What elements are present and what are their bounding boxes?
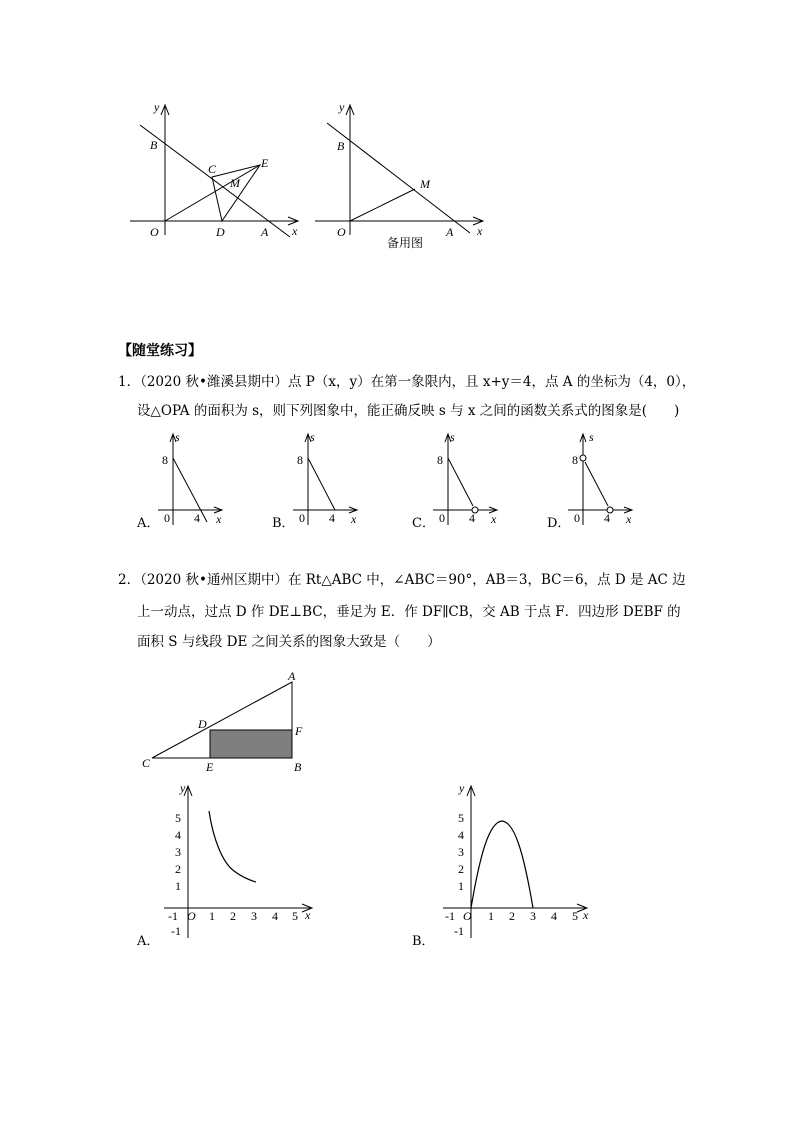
graph-label: 3 [175, 845, 181, 859]
q2-graph-b[interactable] [425, 780, 595, 940]
graph-label: s [450, 430, 455, 444]
graph-label: 0 [574, 511, 580, 525]
graph-label: x [351, 512, 357, 526]
graph-label: 4 [194, 511, 200, 525]
q2-graph-a[interactable] [150, 780, 320, 940]
graph-label: s [589, 430, 594, 444]
q1-option-b-label[interactable]: B． [272, 516, 295, 531]
fig-label: O [150, 225, 159, 239]
top-figure-right [315, 95, 515, 255]
graph-label: 1 [209, 909, 215, 923]
graph-label: 2 [458, 862, 464, 876]
fig-label: E [261, 156, 269, 170]
graph-label: 2 [509, 909, 515, 923]
q2-triangle-figure [135, 668, 335, 778]
graph-label: -1 [445, 909, 455, 923]
fig-label: A [261, 225, 269, 239]
graph-label: 8 [437, 453, 443, 467]
graph-label: 5 [458, 811, 464, 825]
fig-label: C [142, 756, 151, 770]
graph-label: O [187, 909, 196, 923]
q1-graph-d[interactable] [560, 430, 640, 530]
fig-label: x [292, 224, 298, 238]
q1-option-d-label[interactable]: D． [547, 516, 571, 531]
q2-text-line1: 2．（2020 秋•通州区期中）在 Rt△ABC 中，∠ABC＝90°，AB＝3，BC＝6，点 D 是 AC 边 [118, 572, 686, 588]
q2-text-line2: 上一动点，过点 D 作 DE⊥BC，垂足为 E．作 DF∥CB，交 AB 于点 F．四边形 DEBF 的 [137, 604, 681, 620]
graph-label: 8 [162, 453, 168, 467]
graph-label: 3 [530, 909, 536, 923]
fig-label: B [150, 138, 158, 152]
graph-label: x [216, 512, 222, 526]
fig-label: O [337, 225, 346, 239]
graph-label: x [491, 512, 497, 526]
graph-label: O [463, 909, 472, 923]
fig-label: M [420, 177, 430, 191]
graph-label: x [583, 908, 589, 922]
graph-label: 4 [175, 828, 181, 842]
fig-label: A [288, 669, 296, 683]
graph-label: 4 [604, 511, 610, 525]
graph-label: 5 [572, 909, 578, 923]
graph-label: 0 [299, 511, 305, 525]
graph-label: 4 [272, 909, 278, 923]
graph-label: 5 [292, 909, 298, 923]
q2-option-b-label[interactable]: B． [412, 934, 435, 949]
q1-option-a-label[interactable]: A． [137, 516, 160, 531]
fig-label: E [206, 760, 214, 774]
graph-label: 4 [469, 511, 475, 525]
fig-label: y [154, 100, 160, 114]
graph-label: 8 [297, 453, 303, 467]
fig-label: M [230, 176, 240, 190]
fig-label: F [295, 724, 303, 738]
q2-option-a-label[interactable]: A． [137, 934, 160, 949]
graph-label: 4 [551, 909, 557, 923]
q1-text-line2: 设△OPA 的面积为 s，则下列图象中，能正确反映 s 与 x 之间的函数关系式的图象是( ) [137, 403, 680, 419]
fig-label: x [477, 224, 483, 238]
q2-text-line3: 面积 S 与线段 DE 之间关系的图象大致是（ ） [137, 634, 441, 650]
graph-label: 4 [329, 511, 335, 525]
graph-label: -1 [168, 909, 178, 923]
graph-label: 0 [439, 511, 445, 525]
graph-label: 0 [164, 511, 170, 525]
q1-graph-a[interactable] [150, 430, 230, 530]
graph-label: y [180, 781, 186, 795]
graph-label: 3 [458, 845, 464, 859]
q1-graph-b[interactable] [285, 430, 365, 530]
top-figure-left [130, 95, 330, 255]
graph-label: 3 [251, 909, 257, 923]
graph-label: 4 [458, 828, 464, 842]
graph-label: 1 [488, 909, 494, 923]
graph-label: 2 [175, 862, 181, 876]
graph-label: s [310, 430, 315, 444]
graph-label: s [175, 430, 180, 444]
graph-label: 2 [230, 909, 236, 923]
graph-label: 5 [175, 811, 181, 825]
section-title: 【随堂练习】 [118, 343, 202, 359]
fig-label: B [294, 760, 302, 774]
fig-label: C [208, 162, 217, 176]
graph-label: x [305, 908, 311, 922]
q1-graph-c[interactable] [425, 430, 505, 530]
figure-caption: 备用图 [387, 236, 424, 250]
fig-label: D [198, 717, 207, 731]
fig-label: D [216, 225, 225, 239]
graph-label: -1 [454, 924, 464, 938]
q1-option-c-label[interactable]: C． [412, 516, 435, 531]
fig-label: B [337, 139, 345, 153]
graph-label: 1 [458, 879, 464, 893]
fig-label: A [446, 225, 454, 239]
graph-label: y [459, 781, 465, 795]
graph-label: -1 [171, 924, 181, 938]
graph-label: 8 [572, 453, 578, 467]
q1-text-line1: 1．（2020 秋•潍溪县期中）点 P（x，y）在第一象限内，且 x+y＝4，点 A 的坐标为（4，0）， [118, 374, 696, 390]
graph-label: x [626, 512, 632, 526]
graph-label: 1 [175, 879, 181, 893]
fig-label: y [339, 100, 345, 114]
